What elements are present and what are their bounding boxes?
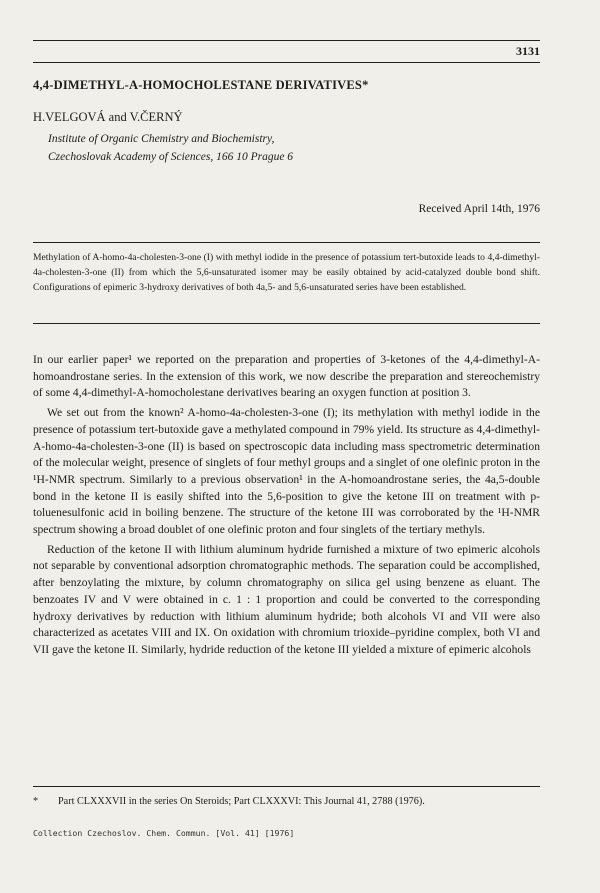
footnote-rule <box>33 786 540 787</box>
affiliation-line-2: Czechoslovak Academy of Sciences, 166 10 Prague 6 <box>48 151 294 163</box>
article-body <box>33 352 540 662</box>
article-authors: H.VELGOVÁ and V.ČERNÝ <box>33 110 183 124</box>
body-paragraph-2: We set out from the known² A-homo-4a-cholesten-3-one (I); its methylation with methyl iodide in the presence of potassium tert-butoxide gave a methylated compound in 79% yield. Its structure as 4,4-dimethyl-A-homo-4a-cholesten-3-one (II) is based on spectroscopic data including mass spectrometric determination of the molecular weight, presence of singlets of four methyl groups and a singlet of one olefinic proton in the ¹H-NMR spectrum. Similarly to a previous observation¹ in the A-homoandrostane series, the 4a,5-double bond in the ketone II is easily shifted into the 5,6-position to give the ketone III on treatment with p-toluenesulfonic acid in boiling benzene. The structure of the ketone III was corroborated by the ¹H-NMR spectrum showing a broad doublet of one olefinic proton and four singlets of the tertiary methyls. <box>33 406 540 537</box>
abstract-rule-bottom <box>33 323 540 324</box>
affiliation-line-1: Institute of Organic Chemistry and Biochemistry, <box>48 133 275 145</box>
article-affiliation <box>48 130 293 166</box>
header-rule-top <box>33 40 540 41</box>
body-paragraph-3: Reduction of the ketone II with lithium aluminum hydride furnished a mixture of two epimeric alcohols not separable by conventional adsorption chromatographic methods. The separation could be accomplished, after benzoylating the mixture, by column chromatography on silica gel using benzene as eluant. The benzoates IV and V were obtained in c. 1 : 1 proportion and could be converted to the corresponding hydroxy derivatives by reduction with lithium aluminum hydride; both alcohols VI and VII were also characterized as acetates VIII and IX. On oxidation with chromium trioxide–pyridine complex, both VI and VII gave the ketone II. Similarly, hydride reduction of the ketone III yielded a mixture of epimeric alcohols <box>33 542 540 656</box>
body-paragraph-1: In our earlier paper¹ we reported on the preparation and properties of 3-ketones of the 4,4-dimethyl-A-homoandrostane series. In the extension of this work, we now describe the preparation and stereochemistry of some 4,4-dimethyl-A-homocholestane derivatives bearing an oxygen function at position 3. <box>33 353 540 400</box>
page-number: 3131 <box>516 44 540 58</box>
footnote <box>33 796 540 807</box>
abstract: Methylation of A-homo-4a-cholesten-3-one (I) with methyl iodide in the presence of potassium tert-butoxide leads to 4,4-dimethyl-4a-cholesten-3-one (II) from which the 5,6-unsaturated isomer may be easily obtained by acid-catalyzed double bond shift. Configurations of epimeric 3-hydroxy derivatives of both 4a,5- and 5,6-unsaturated series have been established. <box>33 252 540 293</box>
article-title: 4,4-DIMETHYL-A-HOMOCHOLESTANE DERIVATIVES* <box>33 78 369 92</box>
journal-footer: Collection Czechoslov. Chem. Commun. [Vol. 41] [1976] <box>33 828 295 838</box>
header-rule-bottom <box>33 62 540 63</box>
footnote-marker: * <box>33 796 39 807</box>
received-date: Received April 14th, 1976 <box>418 203 540 215</box>
abstract-rule-top <box>33 242 540 243</box>
footnote-text: Part CLXXXVII in the series On Steroids; Part CLXXXVI: This Journal 41, 2788 (1976). <box>58 796 425 807</box>
